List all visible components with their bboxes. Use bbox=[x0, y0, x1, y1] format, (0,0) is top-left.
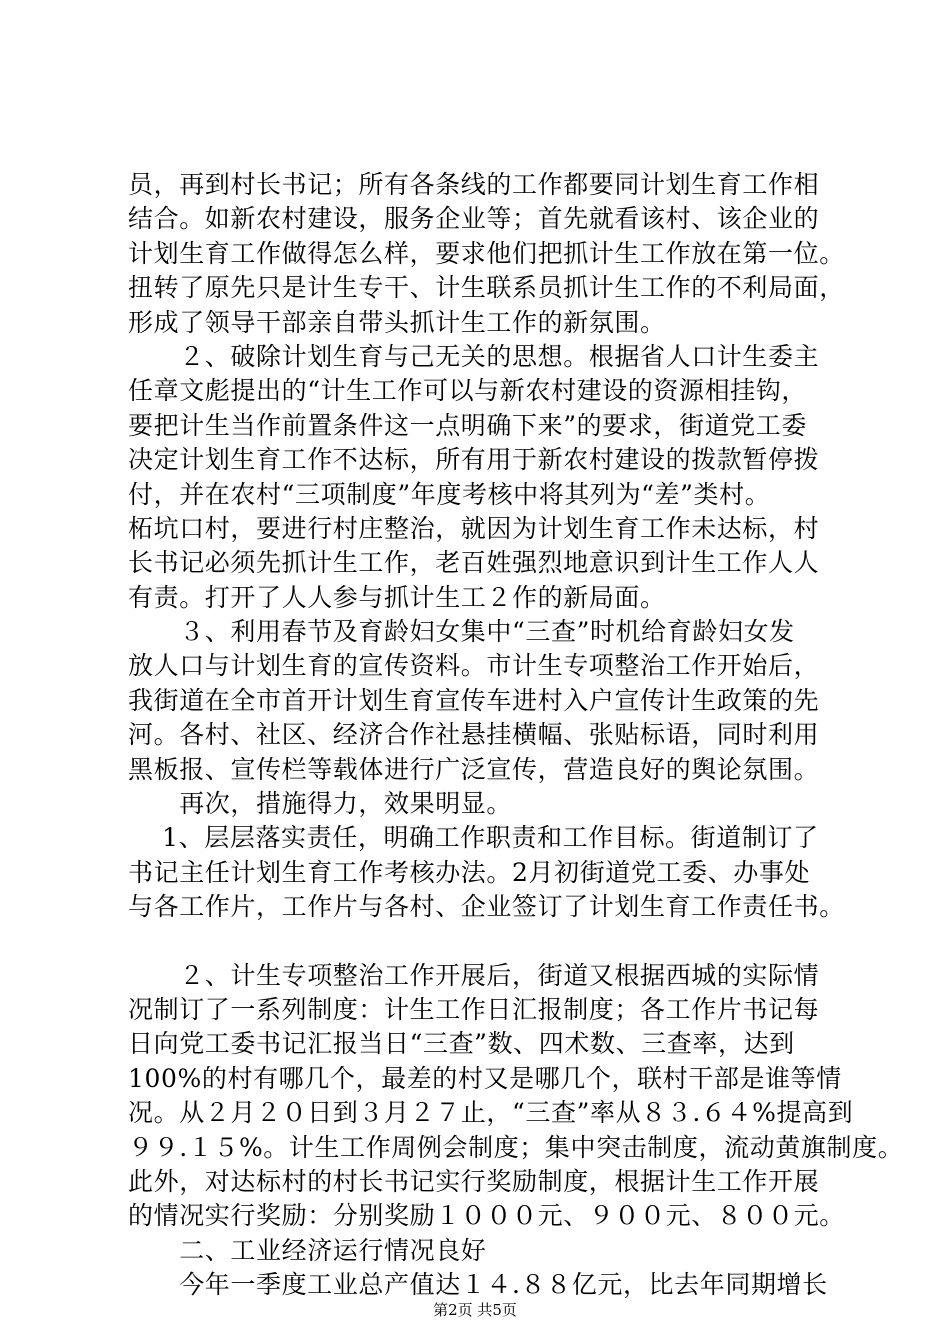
text-line: 决定计划生育工作不达标，所有用于新农村建设的拨款暂停拨 bbox=[128, 445, 820, 475]
text-line: 放人口与计划生育的宣传资料。市计生专项整治工作开始后， bbox=[128, 651, 820, 681]
text-line: 扭转了原先只是计生专干、计生联系员抓计生工作的不利局面， bbox=[128, 273, 845, 303]
page-footer: 第2页 共5页 bbox=[433, 1301, 517, 1319]
document-body bbox=[128, 168, 904, 1303]
text-line: 书记主任计划生育工作考核办法。2月初街道党工委、办事处 bbox=[128, 857, 811, 887]
text-line: ９９.１５%。计生工作周例会制度；集中突击制度，流动黄旗制度。 bbox=[128, 1132, 904, 1162]
text-line: ２、计生专项整治工作开展后，街道又根据西城的实际情 bbox=[128, 960, 820, 990]
text-line: 任章文彪提出的“计生工作可以与新农村建设的资源相挂钩， bbox=[128, 376, 807, 406]
section-heading: 二、工业经济运行情况良好 bbox=[128, 1235, 487, 1265]
text-line: 日向党工委书记汇报当日“三查”数、四术数、三查率，达到 bbox=[128, 1029, 795, 1059]
text-line: 付，并在农村“三项制度”年度考核中将其列为“差”类村。 bbox=[128, 479, 771, 509]
text-line: 黑板报、宣传栏等载体进行广泛宣传，营造良好的舆论氛围。 bbox=[128, 754, 820, 784]
text-line: 计划生育工作做得怎么样，要求他们把抓计生工作放在第一位。 bbox=[128, 238, 845, 268]
text-line: ３、利用春节及育龄妇女集中“三查”时机给育龄妇女发 bbox=[128, 617, 795, 647]
text-line: 员，再到村长书记；所有各条线的工作都要同计划生育工作相 bbox=[128, 170, 820, 199]
text-line: 况。从２月２０日到３月２７止，“三查”率从８３.６４%提高到 bbox=[128, 1098, 854, 1128]
text-line: 有责。打开了人人参与抓计生工２作的新局面。 bbox=[128, 582, 666, 612]
text-line: 结合。如新农村建设，服务企业等；首先就看该村、该企业的 bbox=[128, 204, 820, 234]
text-line: 今年一季度工业总产值达１４.８８亿元，比去年同期增长 bbox=[128, 1270, 828, 1300]
text-line: 形成了领导干部亲自带头抓计生工作的新氛围。 bbox=[128, 307, 666, 337]
text-line: 的情况实行奖励：分别奖励１０００元、９００元、８００元。 bbox=[128, 1201, 845, 1231]
text-line: 要把计生当作前置条件这一点明确下来”的要求，街道党工委 bbox=[128, 410, 807, 440]
text-line: 与各工作片，工作片与各村、企业签订了计划生育工作责任书。 bbox=[128, 892, 845, 922]
text-line: 此外，对达标村的村长书记实行奖励制度，根据计生工作开展 bbox=[128, 1166, 820, 1196]
text-line: 100%的村有哪几个，最差的村又是哪几个，联村干部是谁等情 bbox=[128, 1063, 842, 1093]
text-line: 况制订了一系列制度：计生工作日汇报制度；各工作片书记每 bbox=[128, 994, 820, 1024]
text-line: 再次，措施得力，效果明显。 bbox=[128, 789, 513, 819]
text-line: 柘坑口村，要进行村庄整治，就因为计划生育工作未达标，村 bbox=[128, 513, 820, 543]
text-line: 1、层层落实责任，明确工作职责和工作目标。街道制订了 bbox=[128, 823, 819, 853]
text-line: ２、破除计划生育与己无关的思想。根据省人口计生委主 bbox=[128, 341, 820, 371]
paragraph-gap bbox=[128, 925, 858, 959]
text-line: 我街道在全市首开计划生育宣传车进村入户宣传计生政策的先 bbox=[128, 685, 820, 715]
text-line: 河。各村、社区、经济合作社悬挂横幅、张贴标语，同时利用 bbox=[128, 720, 820, 750]
text-line: 长书记必须先抓计生工作，老百姓强烈地意识到计生工作人人 bbox=[128, 548, 820, 578]
